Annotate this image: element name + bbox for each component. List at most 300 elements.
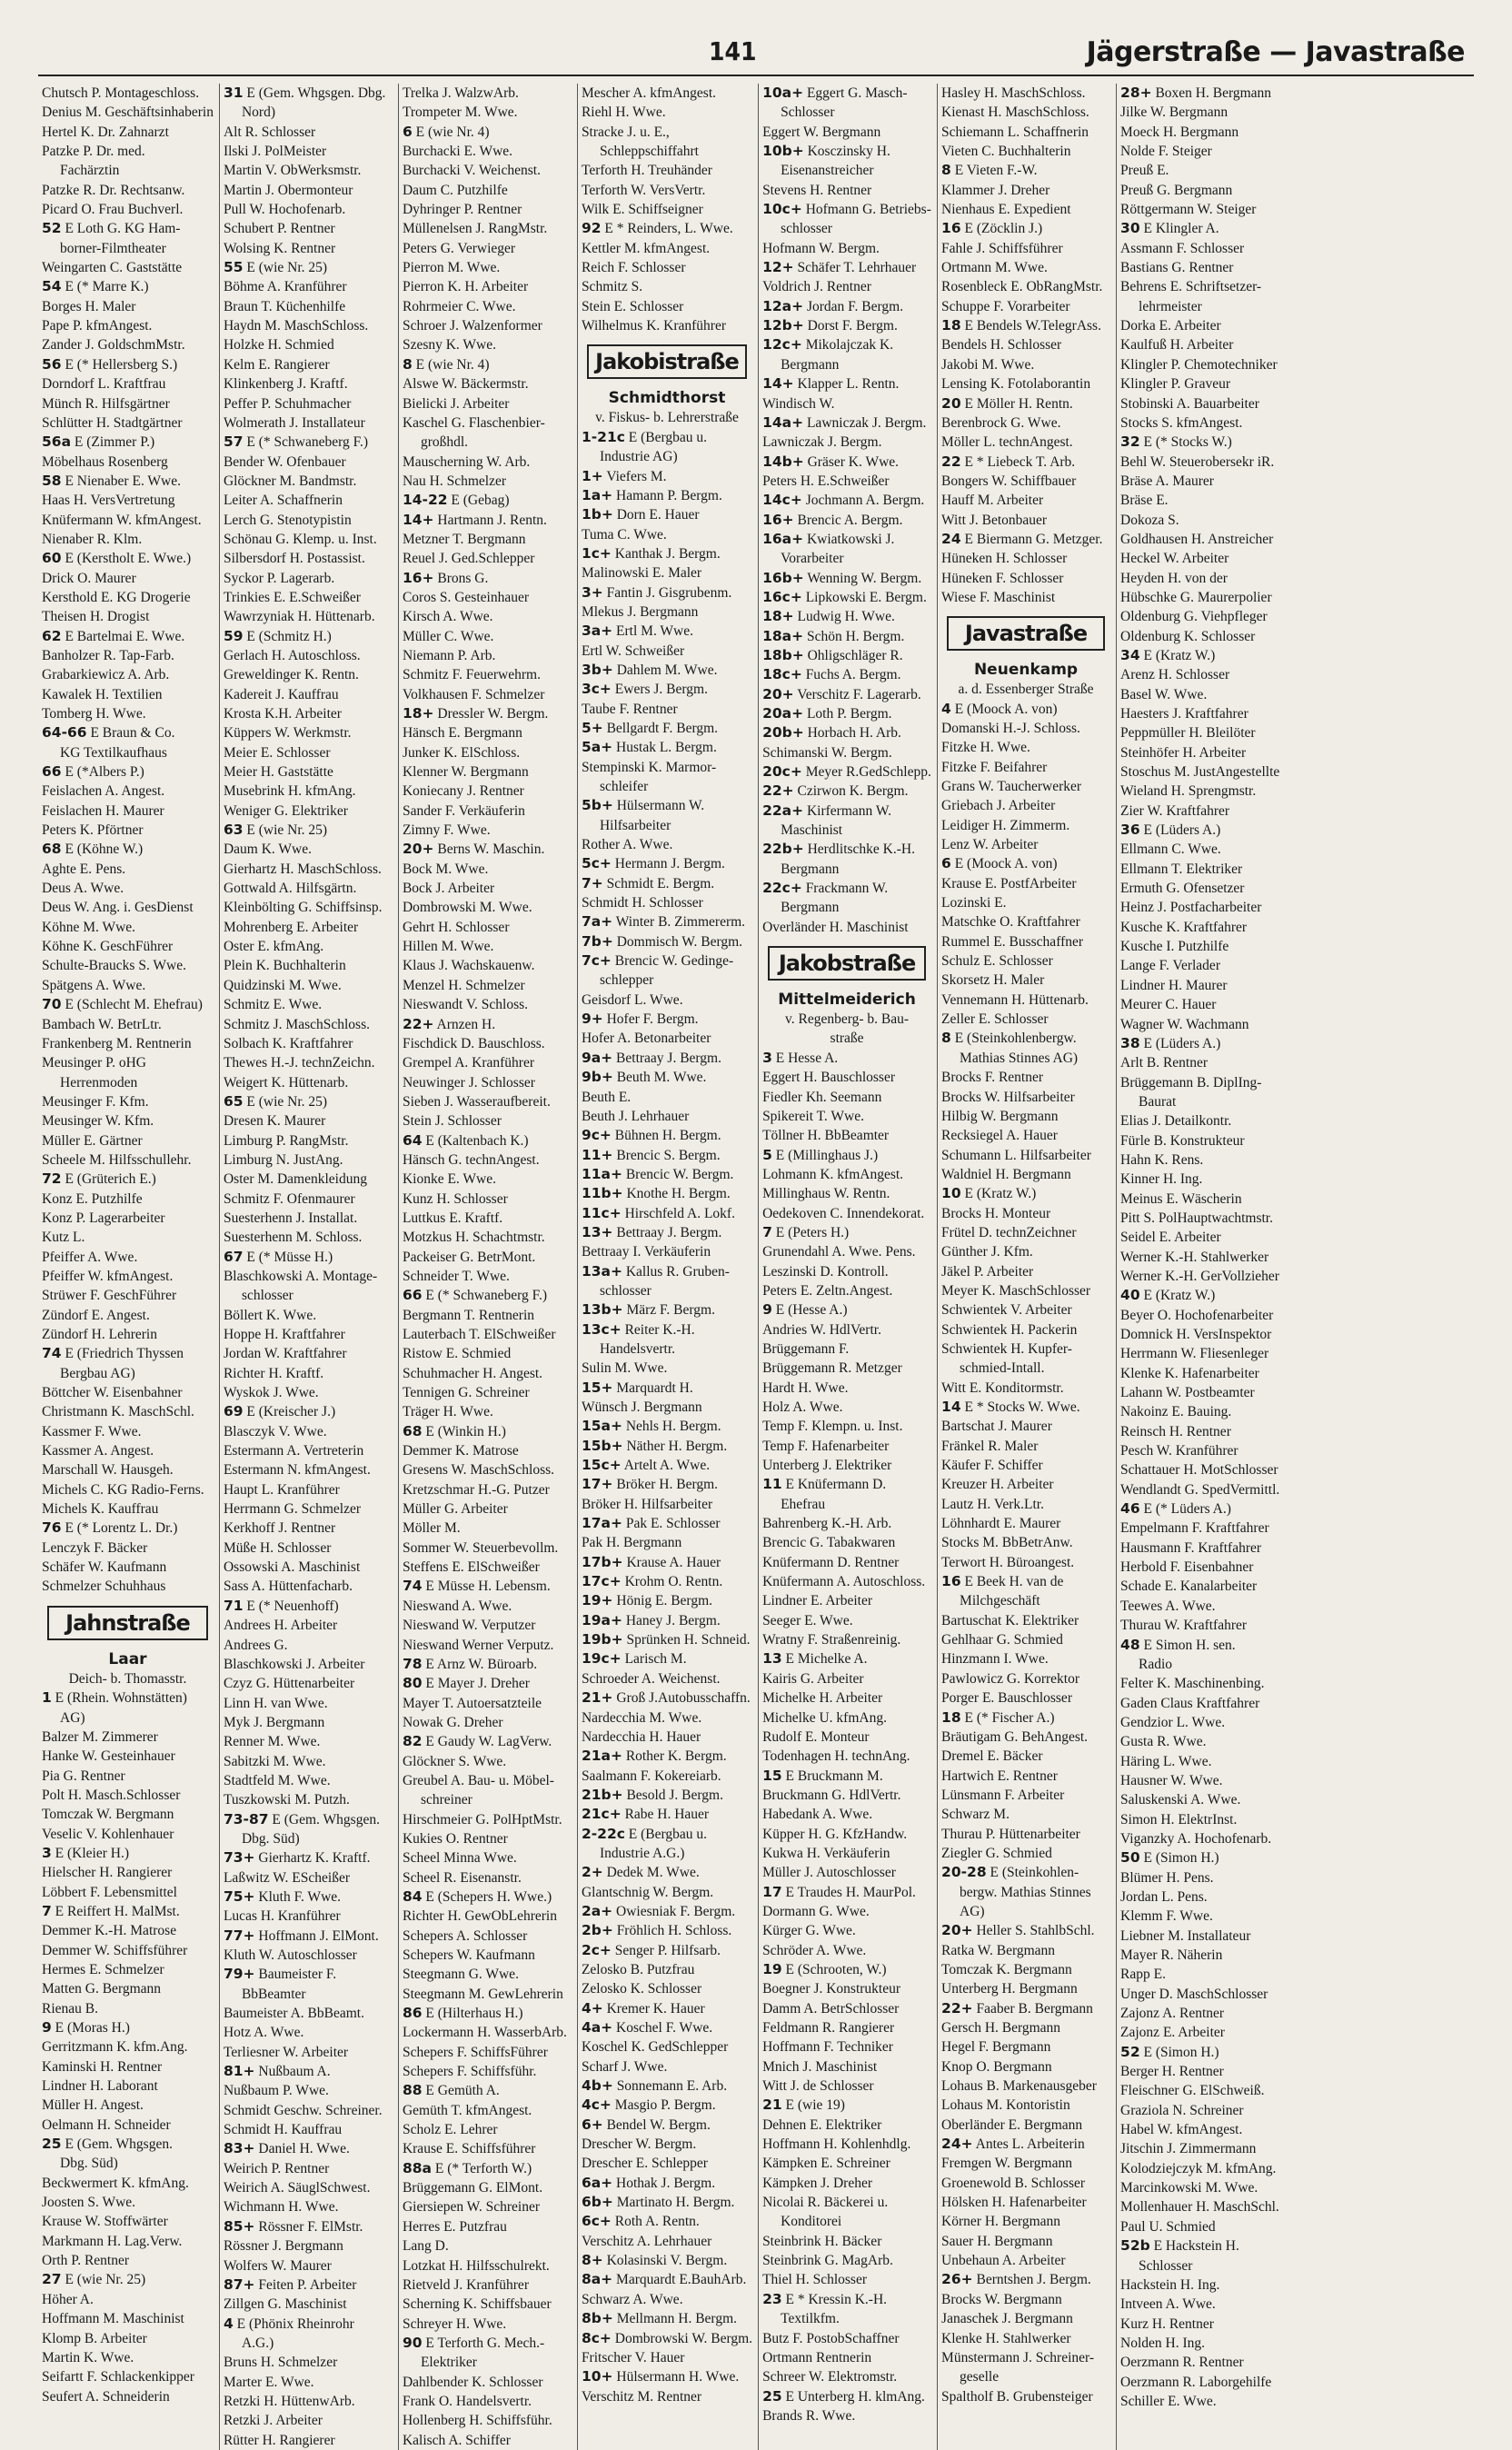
entry-text: Joosten S. Wwe. (42, 2195, 136, 2211)
house-number: 7b+ (581, 932, 613, 950)
entry-text: Thewes H.-J. technZeichn. (223, 1055, 375, 1071)
entry-text: Peppmüller H. Bleilöter (1120, 725, 1256, 742)
entry-text: Herrenmoden (60, 1074, 138, 1091)
entry-text: Silbersdorf H. Postassist. (223, 551, 365, 567)
directory-entry (224, 1616, 393, 1635)
directory-entry (224, 821, 393, 840)
entry-text: Brands R. Wwe. (762, 2407, 856, 2424)
house-number: 11+ (581, 1146, 613, 1163)
directory-entry (762, 1921, 931, 1940)
header-rule (38, 75, 1474, 76)
directory-entry (224, 2081, 393, 2100)
entry-text: Töllner H. BbBeamter (762, 1128, 890, 1144)
entry-text: E (wie 19) (785, 2097, 845, 2114)
directory-entry (1120, 1868, 1289, 1887)
entry-text: Lindner H. Laborant (42, 2078, 158, 2095)
entry-text: E (Phönix Rheinrohr (236, 2316, 354, 2332)
directory-entry (762, 1649, 931, 1668)
entry-text: Domanski H.-J. Schloss. (941, 720, 1080, 736)
directory-entry (42, 277, 214, 296)
directory-entry (941, 1572, 1110, 1591)
entry-text: E (Hesse A.) (775, 1302, 848, 1319)
entry-text: Hilbig W. Bergmann (941, 1108, 1059, 1124)
directory-entry (582, 2309, 752, 2328)
directory-entry (941, 1417, 1110, 1436)
directory-column (577, 84, 758, 2450)
house-number: 8+ (581, 2252, 603, 2269)
entry-text: Kutz L. (42, 1230, 85, 1246)
entry-text: Hülsermann H. Wwe. (616, 2369, 740, 2385)
directory-entry (403, 1131, 572, 1150)
house-number: 18a+ (762, 627, 804, 644)
directory-entry (762, 1165, 931, 1184)
directory-entry (941, 738, 1110, 757)
entry-text: Meusinger W. Kfm. (42, 1113, 154, 1130)
house-number: 5c+ (581, 855, 612, 872)
directory-entry (403, 1616, 572, 1635)
entry-text: Fritscher V. Hauer (581, 2349, 685, 2365)
entry-text: Schepers W. Kaufmann (402, 1947, 535, 1963)
entry-text: Kionke E. Wwe. (402, 1171, 496, 1188)
directory-entry (1120, 297, 1289, 316)
entry-text: Knüfermann W. kfmAngest. (42, 512, 202, 528)
directory-entry (42, 1170, 214, 1189)
house-number: 3 (42, 1844, 52, 1861)
entry-text: Wawrzyniak H. Hüttenarb. (223, 609, 375, 625)
entry-text: E Biermann G. Metzger. (964, 531, 1103, 547)
directory-entry (941, 796, 1110, 815)
entry-text: Nolden H. Ing. (1120, 2335, 1206, 2351)
directory-entry (762, 685, 931, 704)
entry-text: E (* Neuenhoff) (246, 1598, 339, 1614)
entry-text: Eisenanstreicher (781, 163, 874, 179)
entry-text: Tuma C. Wwe. (581, 526, 667, 543)
directory-entry (42, 1092, 214, 1111)
entry-text: Moeck H. Bergmann (1120, 124, 1239, 140)
entry-text: Meyer K. MaschSchlosser (941, 1282, 1091, 1299)
directory-entry (1120, 743, 1289, 762)
directory-entry (941, 1708, 1110, 1728)
house-number: 17+ (581, 1476, 613, 1493)
entry-text: Chutsch P. Montageschloss. (42, 85, 200, 101)
directory-entry (42, 2116, 214, 2135)
directory-entry (42, 1306, 214, 1325)
entry-text: Schubert P. Rentner (223, 221, 335, 237)
entry-text: Andrees H. Arbeiter (223, 1618, 338, 1634)
entry-text: E (wie Nr. 25) (246, 822, 328, 839)
directory-entry (762, 277, 931, 296)
directory-entry (1120, 2392, 1289, 2411)
house-number: 40 (1120, 1287, 1140, 1304)
directory-entry (224, 181, 393, 200)
directory-entry (403, 879, 572, 898)
house-number: 20a+ (762, 705, 804, 722)
entry-text: Sabitzki M. Wwe. (223, 1753, 326, 1769)
directory-entry (224, 1499, 393, 1519)
house-number: 24+ (941, 2136, 973, 2153)
entry-text: Damm A. BetrSchlosser (762, 2000, 900, 2017)
entry-text: Industrie AG) (599, 449, 678, 465)
directory-entry (403, 1713, 572, 1732)
entry-text: Loth P. Bergm. (806, 706, 892, 722)
directory-entry (1120, 1248, 1289, 1267)
directory-entry (582, 1941, 752, 1960)
directory-entry (403, 258, 572, 277)
house-number: 5+ (581, 719, 603, 736)
directory-entry (42, 723, 214, 742)
directory-entry (42, 355, 214, 374)
entry-text: Dorka E. Arbeiter (1120, 318, 1221, 334)
directory-entry (403, 665, 572, 684)
entry-text: Schlütter H. Stadtgärtner (42, 414, 183, 431)
directory-entry (224, 1480, 393, 1499)
entry-text: Hasley H. MaschSchloss. (941, 85, 1086, 101)
directory-entry (403, 374, 572, 393)
entry-text: Kukies O. Rentner (402, 1830, 508, 1847)
directory-entry (941, 1767, 1110, 1786)
entry-text: Krause A. Hauer (626, 1554, 721, 1570)
entry-text: Bendel W. Bergm. (606, 2116, 711, 2133)
entry-text: Oelmann H. Schneider (42, 2116, 171, 2133)
directory-entry (224, 1927, 393, 1946)
directory-entry (224, 1364, 393, 1383)
entry-text: Haesters J. Kraftfahrer (1120, 706, 1248, 722)
entry-text: Gersch H. Bergmann (941, 2020, 1061, 2036)
house-number: 12+ (762, 259, 794, 276)
directory-entry (224, 1713, 393, 1732)
entry-text: E (Bergbau u. (628, 429, 708, 445)
directory-entry (224, 1752, 393, 1771)
entry-text: schleifer (599, 779, 649, 794)
house-number: 9 (42, 2019, 52, 2036)
directory-entry (1120, 181, 1289, 200)
directory-entry (941, 374, 1110, 393)
entry-text: Temp F. Hafenarbeiter (762, 1438, 890, 1454)
directory-entry (582, 1417, 752, 1436)
entry-text: Münch R. Hilfsgärtner (42, 395, 170, 412)
entry-text: Gehlhaar G. Schmied (941, 1632, 1063, 1648)
directory-entry (762, 491, 931, 510)
entry-text: Gusta R. Wwe. (1120, 1734, 1207, 1750)
entry-text: März F. Bergm. (626, 1302, 715, 1319)
entry-text: Stocks S. kfmAngest. (1120, 414, 1243, 431)
directory-entry (762, 355, 931, 374)
entry-text: Höher A. (42, 2291, 94, 2307)
entry-text: E Reiffert H. MalMst. (55, 1903, 180, 1919)
entry-text: Hübschke G. Maurerpolier (1120, 589, 1272, 605)
directory-entry (762, 1553, 931, 1572)
entry-text: Menzel H. Schmelzer (402, 977, 525, 993)
directory-entry (1120, 1616, 1289, 1635)
directory-entry (403, 956, 572, 975)
directory-entry (1120, 219, 1289, 238)
directory-entry (42, 1805, 214, 1824)
street-range: v. Fiskus- b. Lehrerstraße (595, 410, 739, 426)
entry-text: Pia G. Rentner (42, 1768, 125, 1784)
entry-text: Neuwinger J. Schlosser (402, 1074, 535, 1091)
entry-text: Habel W. kfmAngest. (1120, 2122, 1243, 2138)
directory-entry (42, 646, 214, 665)
directory-entry (224, 1422, 393, 1441)
entry-text: E (Kratz W.) (964, 1186, 1037, 1202)
directory-entry (762, 1184, 931, 1203)
directory-entry (582, 1767, 752, 1786)
directory-entry (762, 627, 931, 646)
directory-entry (941, 1437, 1110, 1456)
directory-entry (941, 2329, 1110, 2348)
entry-text: Nardecchia H. Hauer (581, 1728, 701, 1745)
directory-entry (42, 1844, 214, 1863)
entry-text: Rudolf E. Monteur (762, 1728, 870, 1745)
directory-entry (42, 491, 214, 510)
directory-entry (1120, 2159, 1289, 2178)
entry-text: Unterberg J. Elektriker (762, 1458, 892, 1474)
directory-entry (1120, 258, 1289, 277)
entry-text: Marquardt H. (616, 1379, 693, 1396)
directory-entry (941, 2096, 1110, 2115)
directory-entry (1120, 277, 1289, 296)
directory-entry (1120, 1228, 1289, 1247)
house-number: 62 (42, 627, 62, 644)
entry-text: Zelosko K. Schlosser (581, 1981, 702, 1997)
directory-entry (224, 588, 393, 607)
entry-text: E (Schrooten, W.) (785, 1961, 887, 1977)
directory-entry (582, 1242, 752, 1261)
entry-text: Weirich A. SäuglSchwest. (223, 2180, 371, 2196)
entry-text: Schreer W. Elektromstr. (762, 2369, 898, 2385)
entry-text: Blaschkowski J. Arbeiter (223, 1656, 365, 1672)
directory-entry (42, 374, 214, 393)
entry-text: Hahn K. Rens. (1120, 1151, 1204, 1168)
directory-entry (1120, 1946, 1289, 1965)
directory-entry (582, 219, 752, 238)
house-number: 88a (402, 2159, 432, 2176)
directory-entry (941, 874, 1110, 893)
directory-entry (941, 123, 1110, 142)
directory-entry (42, 588, 214, 607)
entry-text: Rietveld J. Kranführer (402, 2276, 529, 2293)
directory-entry (224, 394, 393, 413)
directory-entry (941, 835, 1110, 854)
directory-entry (42, 1883, 214, 1902)
entry-text: Stracke J. u. E., (581, 124, 670, 140)
entry-text: Steinhöfer H. Arbeiter (1120, 744, 1247, 761)
directory-entry (1120, 200, 1289, 219)
directory-entry (582, 1300, 752, 1320)
entry-text: Scheele M. Hilfsschullehr. (42, 1151, 192, 1168)
entry-text: Reinsch H. Rentner (1120, 1423, 1231, 1439)
directory-entry (582, 583, 752, 603)
directory-entry (224, 103, 393, 122)
directory-entry (224, 1965, 393, 1984)
directory-entry (403, 1441, 572, 1460)
house-number: 16 (941, 220, 961, 237)
house-number: 6+ (581, 2116, 603, 2133)
entry-text: Kadereit J. Kauffrau (223, 686, 339, 702)
entry-text: Müller H. Angest. (42, 2097, 144, 2114)
house-number: 12a+ (762, 297, 804, 314)
entry-text: Thiel H. Schlosser (762, 2272, 868, 2288)
entry-text: Möbelhaus Rosenberg (42, 453, 168, 470)
entry-text: Dombrowski W. Bergm. (614, 2330, 753, 2346)
entry-text: Koschel F. Wwe. (616, 2020, 713, 2036)
entry-text: Schroeder A. Weichenst. (581, 1670, 721, 1687)
house-number: 1b+ (581, 506, 613, 523)
directory-entry (582, 316, 752, 335)
directory-entry (1120, 1422, 1289, 1441)
entry-text: Fachärztin (60, 163, 120, 179)
directory-entry (403, 2256, 572, 2276)
directory-entry (941, 1630, 1110, 1649)
directory-entry (941, 1126, 1110, 1145)
directory-entry (403, 743, 572, 762)
directory-entry (582, 1126, 752, 1145)
entry-text: Frank O. Handelsvertr. (402, 2393, 532, 2409)
entry-text: Hardt H. Wwe. (762, 1379, 849, 1396)
directory-entry (582, 1029, 752, 1048)
entry-text: Dorn E. Hauer (616, 507, 700, 523)
entry-text: Steffens E. ElSchweißer (402, 1559, 540, 1576)
entry-text: E (wie Nr. 25) (65, 2272, 146, 2288)
entry-text: Hilfsarbeiter (599, 817, 671, 833)
entry-text: Millinghaus W. Rentn. (762, 1186, 890, 1202)
entry-text: Recksiegel A. Hauer (941, 1128, 1058, 1144)
directory-entry (1120, 685, 1289, 704)
directory-entry (941, 1941, 1110, 1960)
directory-entry (582, 1921, 752, 1940)
entry-text: Tennigen G. Schreiner (402, 1385, 530, 1401)
house-number: 7 (762, 1223, 772, 1240)
house-number: 9c+ (581, 1127, 612, 1144)
entry-text: A.G.) (241, 2335, 274, 2351)
house-number: 56a (42, 433, 72, 451)
directory-entry (582, 1165, 752, 1184)
directory-entry (403, 1480, 572, 1499)
house-number: 57 (223, 433, 244, 451)
directory-entry (582, 181, 752, 200)
directory-entry (42, 2135, 214, 2154)
house-number: 12b+ (762, 317, 804, 334)
entry-text: Günther J. Kfm. (941, 1244, 1033, 1260)
directory-entry (941, 1728, 1110, 1747)
entry-text: Steegmann M. GewLehrerin (402, 1986, 563, 2002)
directory-entry (941, 912, 1110, 931)
house-number: 85+ (223, 2217, 255, 2235)
house-number: 81+ (223, 2063, 255, 2080)
entry-text: Werner K.-H. Stahlwerker (1120, 1249, 1269, 1265)
directory-column (758, 84, 937, 2450)
directory-entry (762, 1902, 931, 1921)
entry-text: E (Bergbau u. (628, 1826, 708, 1842)
directory-entry (42, 1073, 214, 1092)
house-number: 30 (1120, 220, 1140, 237)
directory-entry (42, 2212, 214, 2231)
entry-text: Hölsken H. Hafenarbeiter (941, 2195, 1087, 2211)
directory-entry (1120, 1364, 1289, 1383)
directory-entry (42, 1747, 214, 1766)
directory-entry (1120, 1170, 1289, 1189)
entry-text: Matten G. Bergmann (42, 1981, 162, 1997)
directory-entry (941, 103, 1110, 122)
entry-text: Spikereit T. Wwe. (762, 1108, 864, 1124)
directory-entry (941, 1533, 1110, 1552)
entry-text: Kwiatkowski J. (806, 531, 895, 547)
directory-entry (403, 1150, 572, 1170)
directory-entry (403, 2373, 572, 2392)
entry-text: E (wie Nr. 4) (415, 356, 490, 373)
entry-text: Retzki H. HüttenwArb. (223, 2393, 355, 2409)
entry-text: Theisen H. Drogist (42, 609, 150, 625)
directory-entry (42, 511, 214, 530)
directory-entry (582, 2251, 752, 2270)
directory-entry (941, 1146, 1110, 1165)
entry-text: Kairis G. Arbeiter (762, 1670, 864, 1687)
directory-entry (1120, 316, 1289, 335)
house-number: 5a+ (581, 739, 613, 756)
house-number: 68 (42, 841, 62, 858)
directory-entry (403, 1674, 572, 1693)
entry-text: schlosser (241, 1288, 293, 1304)
entry-text: Herrmann G. Schmelzer (223, 1501, 362, 1518)
directory-entry (42, 2387, 214, 2406)
entry-text: Unterberg H. Bergmann (941, 1981, 1078, 1997)
directory-entry (224, 782, 393, 801)
directory-entry (941, 1184, 1110, 1203)
directory-entry (403, 2197, 572, 2216)
entry-text: Polt H. Masch.Schlosser (42, 1787, 181, 1803)
directory-entry (403, 2411, 572, 2430)
directory-entry (941, 84, 1110, 103)
directory-entry (1120, 1402, 1289, 1421)
house-number: 21b+ (581, 1786, 623, 1803)
directory-entry (582, 1340, 752, 1359)
entry-text: Bräse A. Maurer (1120, 473, 1214, 489)
entry-text: Schmidt H. Schlosser (581, 895, 703, 911)
entry-text: Gierhartz K. Kraftf. (258, 1850, 371, 1867)
entry-text: Luttkus E. Kraftf. (402, 1210, 503, 1226)
house-number: 21+ (581, 1689, 613, 1707)
entry-text: Patzke R. Dr. Rechtsanw. (42, 182, 185, 198)
entry-text: Hermes E. Schmelzer (42, 1961, 164, 1977)
entry-text: Pierron K. H. Arbeiter (402, 279, 529, 295)
directory-entry (42, 161, 214, 180)
directory-entry (403, 840, 572, 859)
house-number: 10 (941, 1185, 961, 1202)
house-number: 66 (402, 1287, 423, 1304)
house-number: 58 (42, 472, 62, 489)
entry-text: Werner K.-H. GerVollzieher (1120, 1268, 1279, 1284)
house-number: 14+ (762, 375, 794, 393)
entry-text: Mnich J. Maschinist (762, 2058, 878, 2075)
entry-text: Holzke H. Schmied (223, 337, 334, 354)
entry-text: Schmidt E. Bergm. (606, 875, 715, 891)
directory-entry (1120, 2315, 1289, 2334)
entry-text: Hönig E. Bergm. (616, 1593, 712, 1609)
directory-entry (42, 2270, 214, 2289)
entry-text: Nau H. Schmelzer (402, 473, 507, 489)
directory-entry (762, 1242, 931, 1261)
entry-text: Baumeister A. BbBeamt. (223, 2006, 364, 2022)
entry-text: E (Rhein. Wohnstätten) (55, 1690, 187, 1707)
entry-text: Knüfermann D. Rentner (762, 1554, 900, 1570)
entry-text: Plein K. Buchhalterin (223, 958, 346, 974)
entry-text: Feislachen A. Angest. (42, 783, 165, 800)
entry-text: Herdlitschke K.-H. (807, 842, 915, 858)
entry-text: Grans W. Taucherwerker (941, 779, 1082, 794)
directory-entry (762, 2193, 931, 2212)
directory-entry (582, 2057, 752, 2077)
directory-entry (224, 355, 393, 374)
